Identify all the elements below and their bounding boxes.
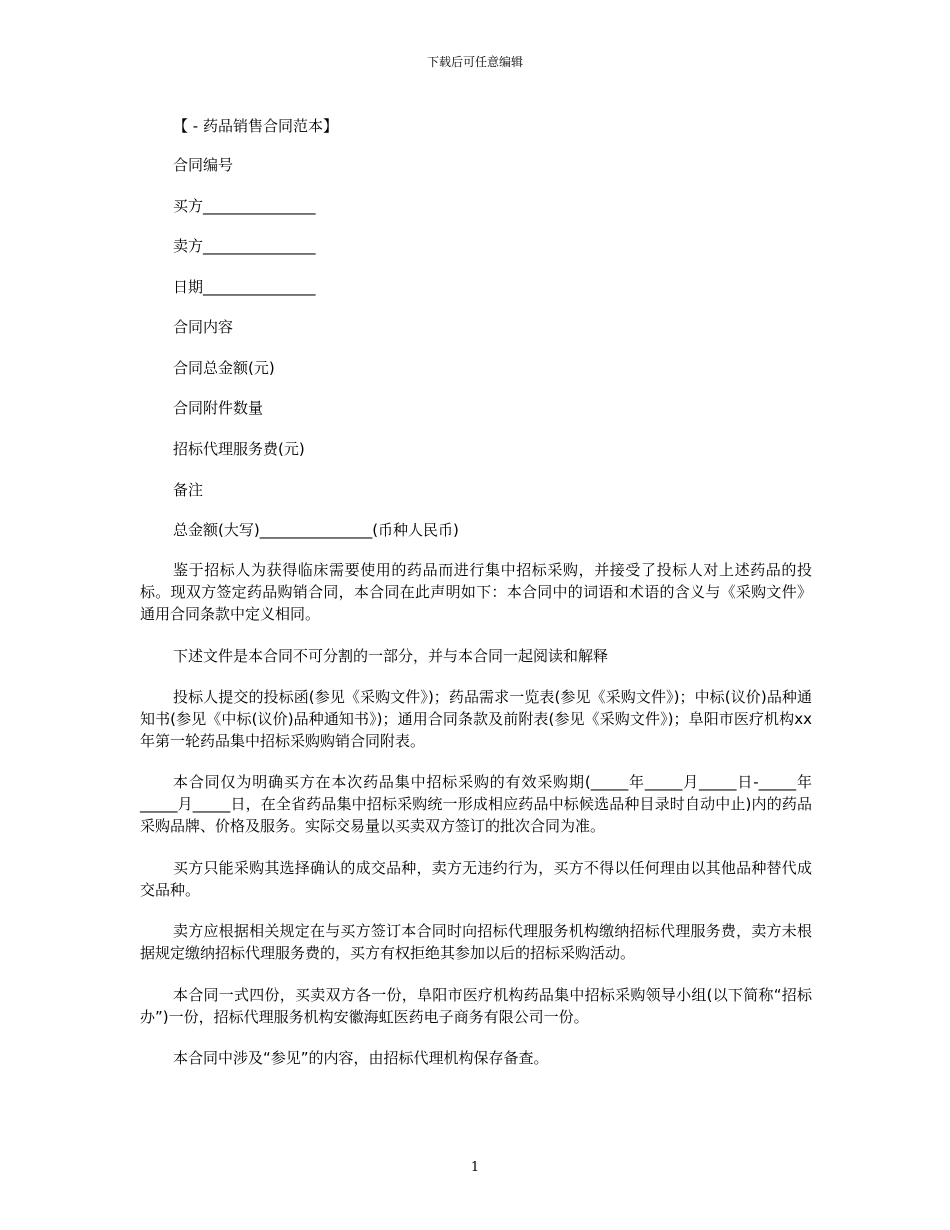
field-agency-fee: 招标代理服务费(元) (173, 440, 305, 458)
field-attachment-count: 合同附件数量 (173, 399, 264, 417)
field-seller: 卖方_______________ (173, 237, 316, 255)
page-header: 下载后可任意编辑 (426, 55, 523, 69)
field-date: 日期_______________ (173, 278, 316, 296)
paragraph-validity-period: 本合同仅为明确买方在本次药品集中招标采购的有效采购期(_____年_____月_____日-_____年_____月_____日，在全省药品集中招标采购统一形成相应药品中标候选品种目录时自动中止)内的药品采购品牌、价格及服务。实际交易量以买卖双方签订的批次合同为准。 (140, 773, 812, 835)
document-title: 【 - 药品销售合同范本】 (173, 117, 338, 135)
field-remarks: 备注 (173, 481, 204, 499)
paragraph-preamble: 鉴于招标人为获得临床需要使用的药品而进行集中招标采购，并接受了投标人对上述药品的投标。现双方签定药品购销合同，本合同在此声明如下：本合同中的词语和术语的含义与《采购文件》通用合同条款中定义相同。 (140, 561, 812, 623)
field-buyer: 买方_______________ (173, 197, 316, 215)
paragraph-references: 本合同中涉及“参见”的内容，由招标代理机构保存备查。 (173, 1049, 549, 1067)
field-contract-content: 合同内容 (173, 318, 234, 336)
paragraph-documents-list: 投标人提交的投标函(参见《采购文件》)；药品需求一览表(参见《采购文件》)；中标(议价)品种通知书(参见《中标(议价)品种通知书》)；通用合同条款及前附表(参见《采购文件》)；阜阳市医疗机构xx年第一轮药品集中招标采购购销合同附表。 (140, 688, 812, 750)
field-total-amount: 合同总金额(元) (173, 359, 275, 377)
paragraph-buyer-obligation: 买方只能采购其选择确认的成交品种，卖方无违约行为，买方不得以任何理由以其他品种替代成交品种。 (140, 859, 812, 899)
page-number: 1 (470, 1160, 480, 1175)
field-total-amount-words: 总金额(大写)_______________(币种人民币) (173, 521, 459, 539)
paragraph-seller-fee: 卖方应根据相关规定在与买方签订本合同时向招标代理服务机构缴纳招标代理服务费，卖方未根据规定缴纳招标代理服务费的，买方有权拒绝其参加以后的招标采购活动。 (140, 922, 812, 962)
paragraph-documents-intro: 下述文件是本合同不可分割的一部分，并与本合同一起阅读和解释 (173, 647, 609, 665)
field-contract-number: 合同编号 (173, 156, 234, 174)
paragraph-copies: 本合同一式四份，买卖双方各一份，阜阳市医疗机构药品集中招标采购领导小组(以下简称“招标办”)一份，招标代理服务机构安徽海虹医药电子商务有限公司一份。 (140, 986, 812, 1026)
